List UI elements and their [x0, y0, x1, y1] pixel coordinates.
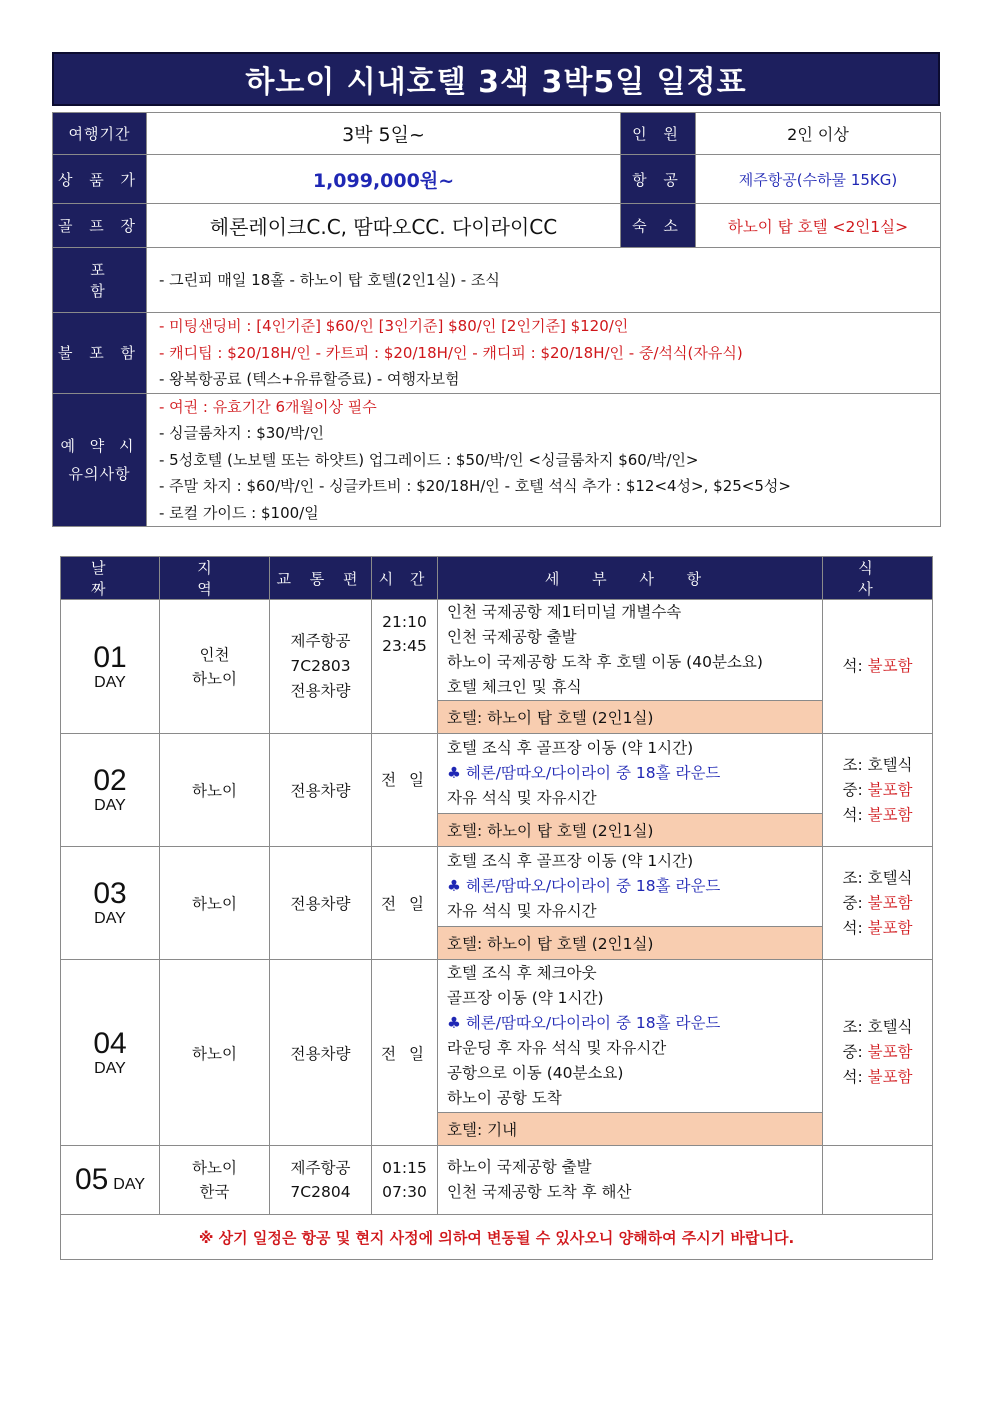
day-number: 04 — [93, 1026, 127, 1060]
meal-label: 조: — [842, 868, 863, 887]
meals-cell — [823, 600, 933, 734]
stay-label: 숙 소 — [621, 204, 696, 248]
transport-cell — [270, 960, 372, 1146]
header-time: 시 간 — [372, 557, 438, 600]
notice-text: ※ 상기 일정은 항공 및 현지 사정에 의하여 변동될 수 있사오니 양해하여 주시기 바랍니다. — [61, 1215, 933, 1260]
day-cell — [61, 600, 160, 734]
time-cell — [372, 600, 438, 734]
detail-line: ♣ 헤론/땀따오/다이라이 중 18홀 라운드 — [447, 877, 721, 895]
schedule-table — [60, 556, 933, 1260]
detail-line: 인천 국제공항 출발 — [447, 628, 577, 646]
day-label: DAY — [113, 1176, 146, 1193]
transport-text: 제주항공 — [290, 1159, 351, 1177]
meal-row — [842, 1065, 912, 1090]
detail-line: ♣ 헤론/땀따오/다이라이 중 18홀 라운드 — [447, 1014, 721, 1032]
meal-row — [842, 778, 912, 803]
meal-value: 호텔식 — [867, 755, 913, 774]
airline-label: 항 공 — [621, 155, 696, 204]
exclude-line: - 캐디팁 : $20/18H/인 - 카트피 : $20/18H/인 - 캐디피 : $20/18H/인 - 중/석식(자유식) — [159, 343, 743, 362]
details-cell — [438, 960, 823, 1113]
golf-label: 골 프 장 — [53, 204, 147, 248]
stay-value: 하노이 탑 호텔 <2인1실> — [696, 204, 941, 248]
time-text: 전 일 — [381, 771, 428, 789]
meals-list — [842, 866, 912, 941]
time-text: 01:15 — [382, 1159, 427, 1177]
transport-text: 전용차량 — [290, 895, 351, 913]
meal-label: 조: — [842, 755, 863, 774]
meal-row — [842, 803, 912, 828]
time-cell — [372, 1146, 438, 1215]
hotel-cell: 호텔: 기내 — [438, 1113, 823, 1146]
details-cell — [438, 600, 823, 701]
transport-cell — [270, 847, 372, 960]
detail-line: 호텔 조식 후 골프장 이동 (약 1시간) — [447, 852, 694, 870]
transport-text: 7C2804 — [290, 1183, 351, 1201]
meals-list — [842, 654, 912, 679]
meal-label: 석: — [842, 1068, 863, 1086]
people-value: 2인 이상 — [696, 113, 941, 155]
time-cell — [372, 960, 438, 1146]
detail-line: 인천 국제공항 도착 후 해산 — [447, 1183, 632, 1201]
day-label: DAY — [94, 910, 126, 927]
day-cell — [61, 734, 160, 847]
header-date: 날 짜 — [61, 557, 160, 600]
day-cell — [61, 1146, 160, 1215]
region-text: 하노이 — [192, 782, 237, 800]
region-cell — [160, 600, 270, 734]
meals-list — [842, 753, 912, 828]
detail-line: 인천 국제공항 제1터미널 개별수속 — [447, 603, 682, 621]
meal-row — [842, 916, 912, 941]
transport-text: 전용차량 — [290, 1044, 351, 1063]
day-number: 02 — [93, 764, 127, 797]
header-meals: 식 사 — [823, 557, 933, 600]
meals-cell — [823, 960, 933, 1146]
meal-value: 불포함 — [867, 1068, 913, 1086]
include-label: 포 함 — [53, 248, 147, 313]
meal-label: 석: — [842, 918, 863, 937]
detail-line: 호텔 체크인 및 휴식 — [447, 678, 582, 696]
meal-row — [842, 753, 912, 778]
meal-value: 불포함 — [867, 893, 913, 912]
people-label: 인 원 — [621, 113, 696, 155]
day-label: DAY — [94, 1059, 126, 1077]
meal-value: 불포함 — [867, 780, 913, 799]
time-cell — [372, 734, 438, 847]
transport-cell — [270, 1146, 372, 1215]
page-title: 하노이 시내호텔 3색 3박5일 일정표 — [52, 52, 940, 106]
meal-row — [842, 654, 912, 679]
detail-line: 골프장 이동 (약 1시간) — [447, 989, 604, 1007]
meal-value: 호텔식 — [867, 1018, 913, 1036]
region-text: 인천 — [199, 645, 230, 664]
day-cell — [61, 960, 160, 1146]
region-text: 하노이 — [192, 895, 237, 913]
meal-value: 호텔식 — [867, 868, 913, 887]
notes-line: - 5성호텔 (노보텔 또는 하얏트) 업그레이드 : $50/박/인 <싱글룸차지 $60/박/인> — [159, 450, 699, 469]
detail-line: ♣ 헤론/땀따오/다이라이 중 18홀 라운드 — [447, 764, 721, 782]
price-value: 1,099,000원~ — [147, 155, 621, 204]
notes-label — [53, 393, 147, 527]
period-value: 3박 5일~ — [147, 113, 621, 155]
meal-row — [842, 891, 912, 916]
transport-text: 7C2803 — [290, 657, 351, 675]
exclude-list — [147, 313, 941, 394]
meal-label: 조: — [842, 1018, 863, 1036]
detail-line: 공항으로 이동 (40분소요) — [447, 1064, 624, 1082]
region-text: 하노이 — [192, 669, 237, 688]
transport-text: 전용차량 — [290, 682, 351, 700]
region-cell — [160, 734, 270, 847]
day-label: DAY — [94, 673, 126, 691]
detail-line: 호텔 조식 후 체크아웃 — [447, 964, 597, 982]
detail-line: 하노이 공항 도착 — [447, 1089, 562, 1107]
meal-value: 불포함 — [867, 805, 913, 824]
meals-cell — [823, 1146, 933, 1215]
hotel-cell: 호텔: 하노이 탑 호텔 (2인1실) — [438, 927, 823, 960]
notes-line: - 싱글룸차지 : $30/박/인 — [159, 424, 324, 442]
time-text: 07:30 — [382, 1183, 427, 1201]
region-cell — [160, 847, 270, 960]
detail-line: 호텔 조식 후 골프장 이동 (약 1시간) — [447, 739, 694, 757]
header-region: 지 역 — [160, 557, 270, 600]
details-cell — [438, 847, 823, 927]
time-text: 전 일 — [381, 895, 428, 913]
detail-line: 하노이 국제공항 출발 — [447, 1158, 592, 1176]
day-label: DAY — [94, 797, 126, 814]
hotel-cell: 호텔: 하노이 탑 호텔 (2인1실) — [438, 814, 823, 847]
notes-line: - 로컬 가이드 : $100/일 — [159, 503, 319, 522]
meals-cell — [823, 734, 933, 847]
exclude-label: 불 포 함 — [53, 313, 147, 394]
day-number: 01 — [93, 640, 127, 674]
meal-value: 불포함 — [867, 918, 913, 937]
hotel-cell: 호텔: 하노이 탑 호텔 (2인1실) — [438, 701, 823, 734]
detail-line: 자유 석식 및 자유시간 — [447, 902, 597, 920]
header-details: 세 부 사 항 — [438, 557, 823, 600]
airline-value: 제주항공(수하물 15KG) — [696, 155, 941, 204]
meal-label: 중: — [842, 1043, 863, 1061]
meals-list — [842, 1015, 912, 1090]
golf-value: 헤론레이크C.C, 땀따오CC. 다이라이CC — [147, 204, 621, 248]
price-label: 상 품 가 — [53, 155, 147, 204]
time-text: 전 일 — [381, 1044, 428, 1063]
transport-cell — [270, 734, 372, 847]
include-value: - 그린피 매일 18홀 - 하노이 탑 호텔(2인1실) - 조식 — [147, 248, 941, 313]
meal-label: 중: — [842, 893, 863, 912]
info-table — [52, 112, 941, 527]
notes-list — [147, 393, 941, 527]
meals-cell — [823, 847, 933, 960]
time-text: 23:45 — [382, 637, 427, 655]
notes-line: - 주말 차지 : $60/박/인 - 싱글카트비 : $20/18H/인 - 호텔 석식 추가 : $12<4성>, $25<5성> — [159, 477, 791, 495]
transport-text: 전용차량 — [290, 782, 351, 800]
day-number: 05 — [74, 1163, 109, 1196]
day-cell — [61, 847, 160, 960]
meal-row — [842, 1015, 912, 1040]
header-transport: 교 통 편 — [270, 557, 372, 600]
meal-row — [842, 866, 912, 891]
notes-label-line: 예 약 시 — [60, 436, 139, 455]
period-label: 여행기간 — [53, 113, 147, 155]
detail-line: 라운딩 후 자유 석식 및 자유시간 — [447, 1039, 667, 1057]
exclude-line: - 왕복항공료 (텍스+유류할증료) - 여행자보험 — [159, 370, 460, 388]
notes-line: - 여권 : 유효기간 6개월이상 필수 — [159, 397, 377, 416]
meal-label: 중: — [842, 780, 863, 799]
day-number: 03 — [93, 877, 127, 910]
region-cell — [160, 960, 270, 1146]
time-text: 21:10 — [382, 613, 427, 631]
transport-text: 제주항공 — [290, 632, 351, 650]
meal-label: 석: — [842, 805, 863, 824]
region-text: 하노이 — [192, 1159, 237, 1177]
region-text: 한국 — [199, 1183, 230, 1201]
time-cell — [372, 847, 438, 960]
transport-cell — [270, 600, 372, 734]
detail-line: 자유 석식 및 자유시간 — [447, 789, 597, 807]
details-cell — [438, 1146, 823, 1215]
meal-label: 석: — [842, 657, 863, 675]
details-cell — [438, 734, 823, 814]
region-text: 하노이 — [192, 1044, 237, 1063]
exclude-line: - 미팅샌딩비 : [4인기준] $60/인 [3인기준] $80/인 [2인기준] $120/인 — [159, 317, 629, 335]
meal-row — [842, 1040, 912, 1065]
meal-value: 불포함 — [867, 1043, 913, 1061]
meal-value: 불포함 — [867, 657, 913, 675]
notes-label-line: 유의사항 — [68, 464, 131, 483]
region-cell — [160, 1146, 270, 1215]
detail-line: 하노이 국제공항 도착 후 호텔 이동 (40분소요) — [447, 653, 763, 671]
